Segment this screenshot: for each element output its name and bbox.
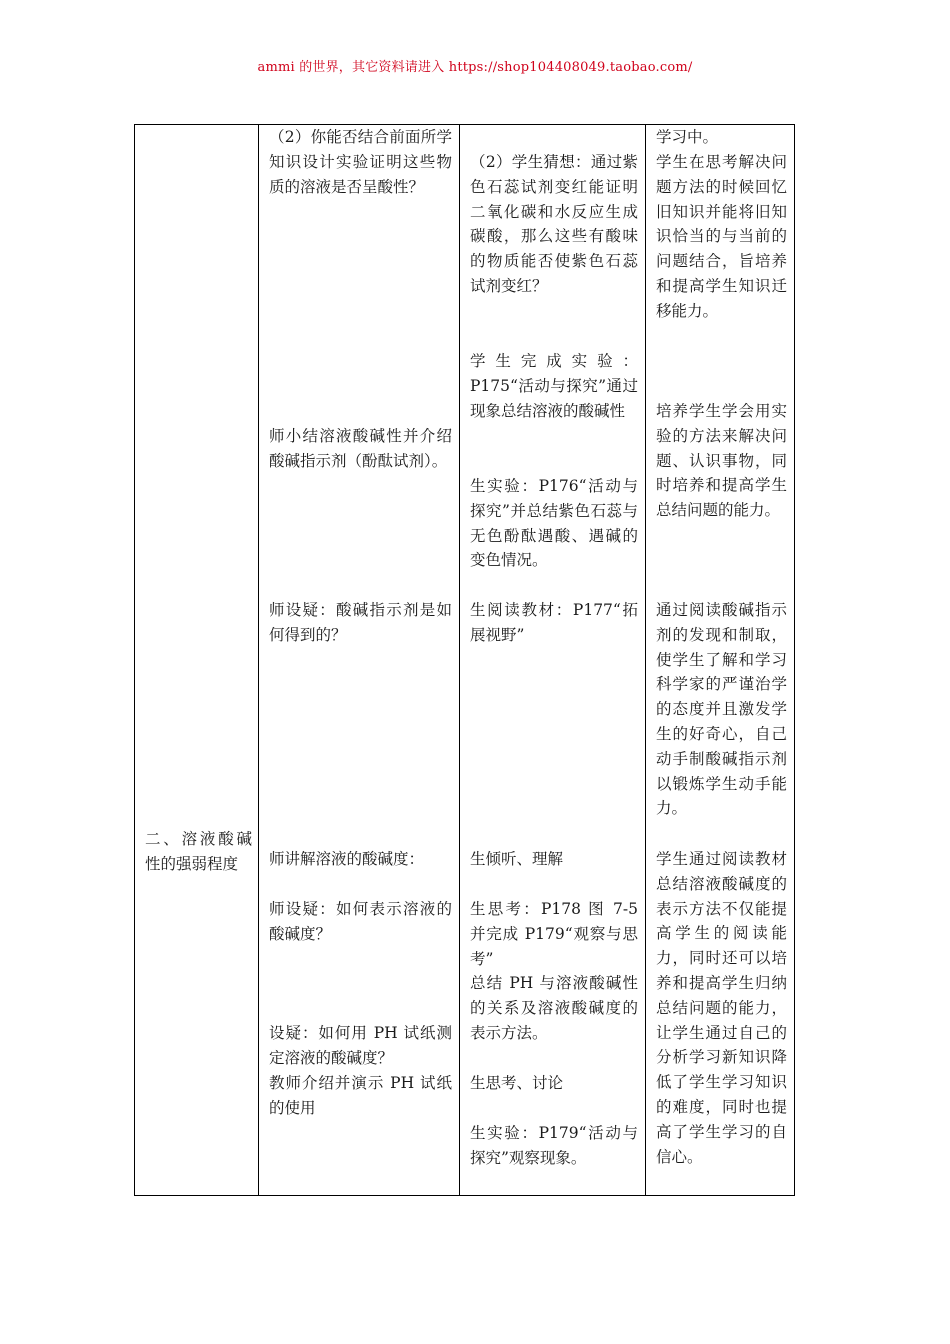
section-column: [145, 125, 252, 1195]
student-conclude: 总结 PH 与溶液酸碱性的关系及溶液酸碱度的表示方法。: [470, 974, 638, 1042]
student-think: 生思考：P178 图 7-5 并完成 P179“观察与思考”: [470, 900, 638, 968]
teacher-question-express: 师设疑：如何表示溶液的酸碱度？: [269, 900, 452, 943]
intent-1: 学习中。: [656, 128, 719, 146]
teacher-explain: 师讲解溶液的酸碱度：: [269, 850, 425, 868]
teacher-question-indicator: 师设疑：酸碱指示剂是如何得到的？: [269, 601, 452, 644]
section-title: 二、溶液酸碱性的强弱程度: [145, 830, 252, 873]
intent-4: 通过阅读酸碱指示剂的发现和制取，使学生了解和学习科学家的严谨治学的态度并且激发学生的好奇心，自己动手制酸碱指示剂以锻炼学生动手能力。: [656, 601, 787, 818]
page-header-watermark: ammi 的世界，其它资料请进入 https://shop104408049.taobao.com/: [257, 60, 693, 75]
column-divider: [258, 125, 259, 1195]
column-divider: [645, 125, 646, 1195]
teacher-question-ph: 设疑：如何用 PH 试纸测定溶液的酸碱度？: [269, 1024, 452, 1067]
student-experiment-2: 生实验：P176“活动与探究”并总结紫色石蕊与无色酚酞遇酸、遇碱的变色情况。: [470, 477, 638, 570]
teacher-demo: 教师介绍并演示 PH 试纸的使用: [269, 1074, 452, 1117]
student-experiment-3: 生实验：P179“活动与探究”观察现象。: [470, 1124, 638, 1167]
teacher-activity-column: [269, 125, 452, 1195]
student-experiment-1: 学生完成实验：P175“活动与探究”通过现象总结溶液的酸碱性: [470, 352, 638, 420]
student-guess: （2）学生猜想：通过紫色石蕊试剂变红能证明二氧化碳和水反应生成碳酸，那么这些有酸味的物质能否使紫色石蕊试剂变红？: [470, 153, 638, 295]
intent-5: 学生通过阅读教材总结溶液酸碱度的表示方法不仅能提高学生的阅读能力，同时还可以培养和提高学生归纳总结问题的能力，让学生通过自己的分析学习新知识降低了学生学习知识的难度，同时也提高了学生学习的自信心。: [656, 850, 787, 1166]
design-intent-column: [656, 125, 787, 1195]
column-divider: [459, 125, 460, 1195]
student-discuss: 生思考、讨论: [470, 1074, 564, 1092]
teacher-summary: 师小结溶液酸碱性并介绍酸碱指示剂（酚酞试剂）。: [269, 427, 452, 470]
teacher-question-2: （2）你能否结合前面所学知识设计实验证明这些物质的溶液是否呈酸性？: [269, 128, 452, 196]
student-listen: 生倾听、理解: [470, 850, 564, 868]
student-activity-column: [470, 125, 638, 1195]
intent-2: 学生在思考解决问题方法的时候回忆旧知识并能将旧知识恰当的与当前的问题结合，旨培养和提高学生知识迁移能力。: [656, 153, 787, 320]
student-read: 生阅读教材：P177“拓展视野”: [470, 601, 638, 644]
intent-3: 培养学生学会用实验的方法来解决问题、认识事物，同时培养和提高学生总结问题的能力。: [656, 402, 787, 520]
lesson-plan-table: [134, 124, 795, 1196]
